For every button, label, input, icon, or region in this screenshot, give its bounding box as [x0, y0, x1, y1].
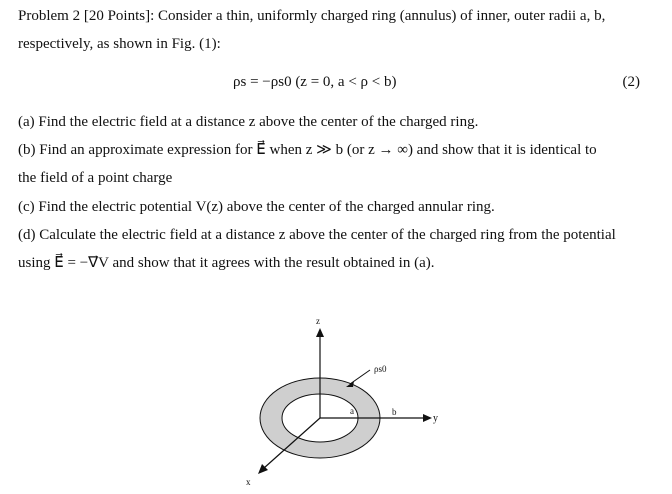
part-d-continued: using E⃗ = −∇⃗V and show that it agrees with the result obtained in (a).	[18, 255, 435, 271]
part-b-continued: the field of a point charge	[18, 170, 173, 186]
annulus-figure	[230, 308, 460, 494]
part-a: (a) Find the electric field at a distance z above the center of the charged ring.	[18, 114, 479, 130]
z-axis-arrow	[316, 328, 324, 337]
part-c: (c) Find the electric potential V(z) above the center of the charged annular ring.	[18, 199, 495, 215]
z-axis-label: z	[316, 316, 320, 326]
y-axis-label: y	[433, 413, 438, 424]
equation-row	[0, 74, 672, 96]
equation-number: (2)	[622, 74, 640, 90]
problem-heading: Problem 2 [20 Points]: Consider a thin, uniformly charged ring (annulus) of inner, outer radii a, b,	[18, 8, 606, 24]
part-b: (b) Find an approximate expression for E⃗ when z ≫ b (or z → ∞) and show that it is identical to	[18, 142, 597, 158]
part-d: (d) Calculate the electric field at a distance z above the center of the charged ring from the potential	[18, 227, 616, 243]
density-label: ρs0	[374, 364, 387, 374]
inner-radius-label: a	[350, 406, 354, 416]
problem-heading-continued: respectively, as shown in Fig. (1):	[18, 36, 221, 52]
outer-radius-label: b	[392, 407, 397, 417]
y-axis-arrow	[423, 414, 432, 422]
charge-density-equation: ρs = −ρs0 (z = 0, a < ρ < b)	[233, 74, 397, 90]
x-axis-label: x	[246, 477, 251, 487]
